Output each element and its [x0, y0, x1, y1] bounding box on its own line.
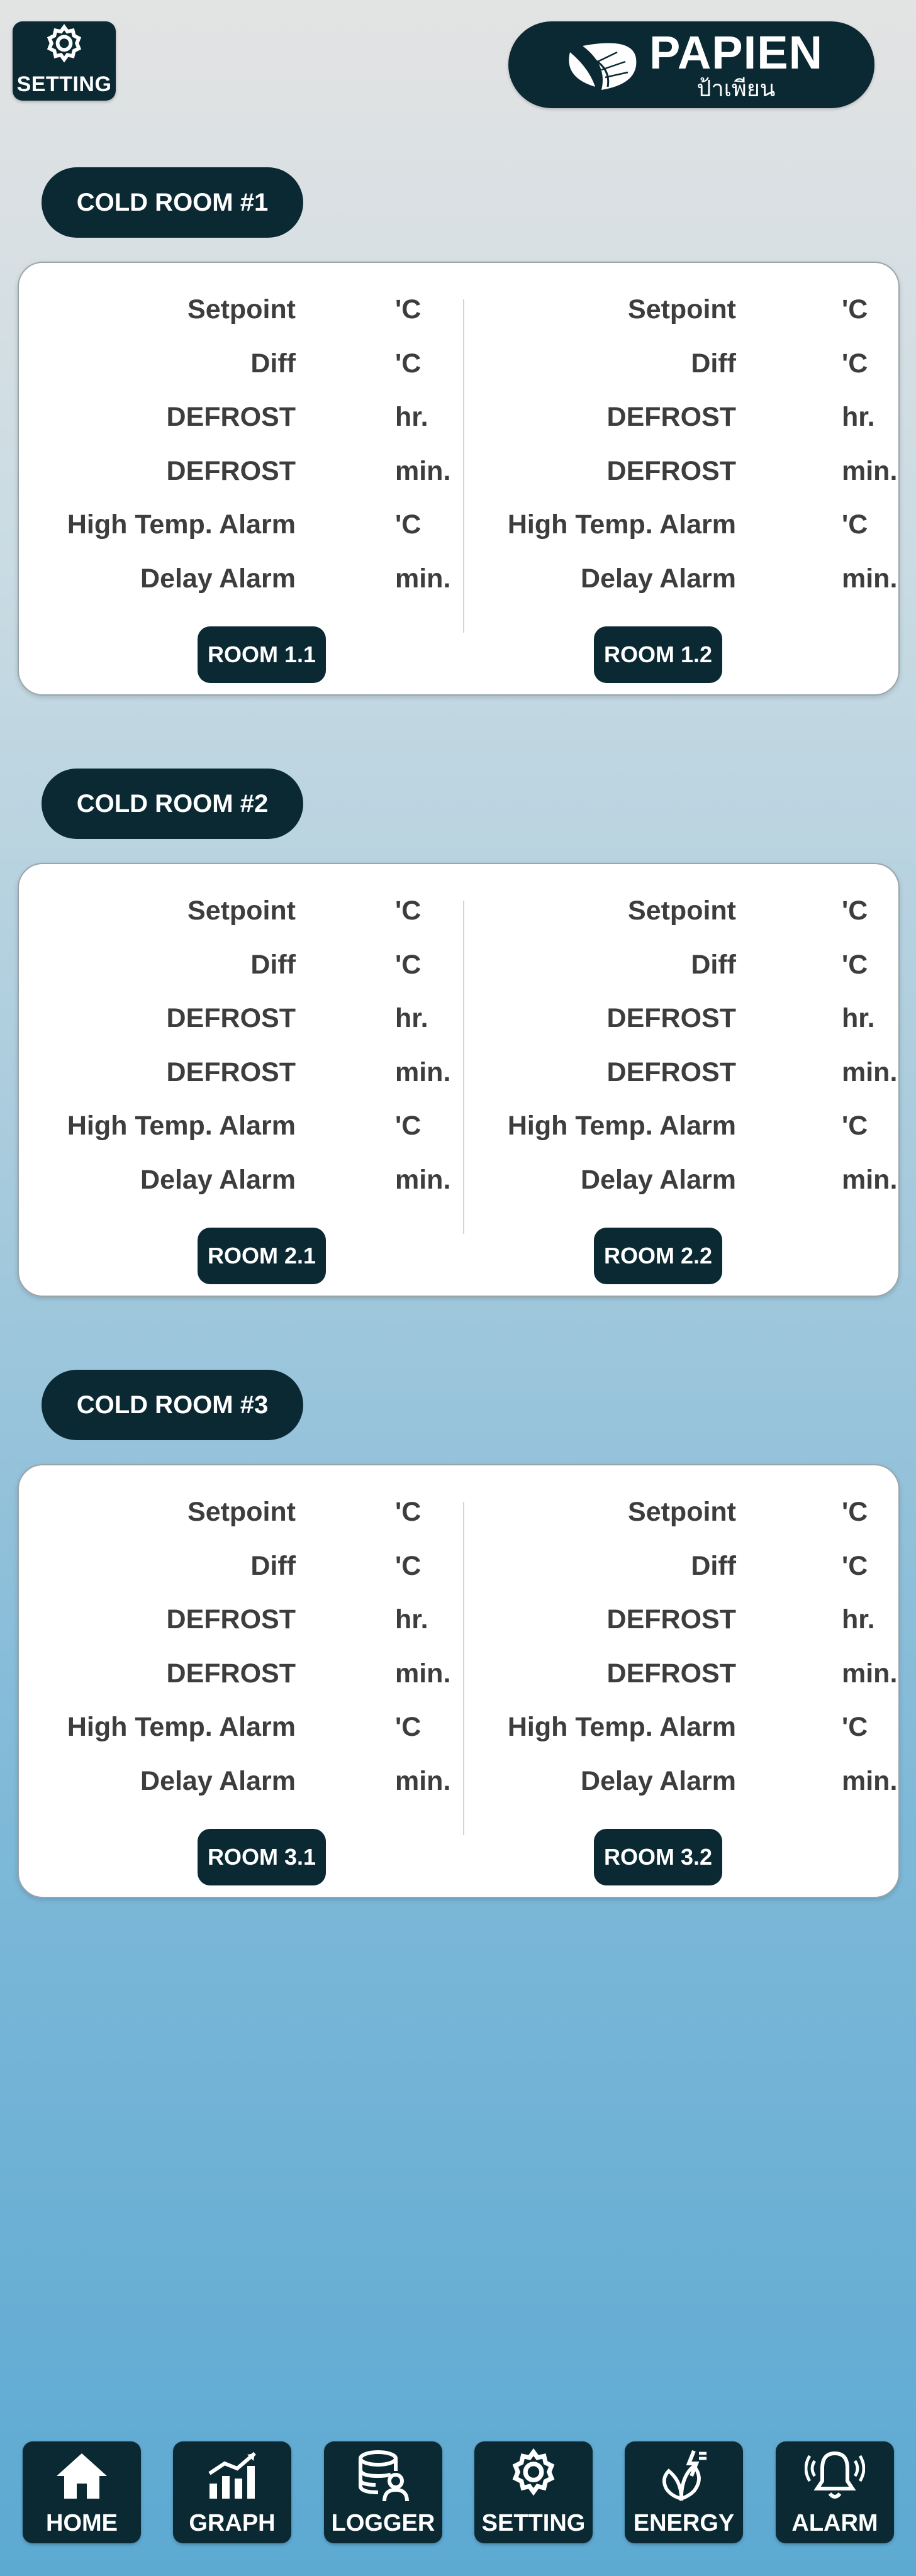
setpoint-row: Setpoint 'C — [187, 896, 422, 926]
energy-icon — [654, 2446, 714, 2506]
room-3-2-button[interactable]: ROOM 3.2 — [594, 1829, 722, 1885]
defrost-hr-row: DEFROST hr. — [606, 1003, 875, 1033]
high-temp-alarm-row: High Temp. Alarm 'C — [507, 509, 868, 540]
defrost-min-row: DEFROST min. — [166, 455, 451, 486]
defrost-min-row: DEFROST min. — [166, 1057, 451, 1087]
delay-alarm-row: Delay Alarm min. — [140, 1164, 451, 1195]
diff-row: Diff 'C — [250, 348, 422, 379]
nav-home-label: HOME — [46, 2510, 118, 2536]
brand-name: PAPIEN — [649, 26, 824, 79]
setpoint-row: Setpoint 'C — [628, 294, 868, 325]
bell-icon — [805, 2446, 865, 2506]
setting-label: SETTING — [16, 72, 112, 96]
gear-icon — [503, 2446, 564, 2506]
room-2-1-settings — [19, 887, 459, 1209]
nav-graph-button[interactable] — [173, 2441, 291, 2543]
defrost-min-row: DEFROST min. — [166, 1658, 451, 1689]
room-2-2-button[interactable]: ROOM 2.2 — [594, 1228, 722, 1284]
high-temp-alarm-row: High Temp. Alarm 'C — [67, 509, 422, 540]
defrost-min-row: DEFROST min. — [606, 1057, 898, 1087]
nav-setting-label: SETTING — [481, 2510, 586, 2536]
cold-room-3-panel — [18, 1464, 900, 1898]
room-2-2-settings — [434, 887, 898, 1209]
nav-alarm-label: ALARM — [791, 2510, 878, 2536]
high-temp-alarm-row: High Temp. Alarm 'C — [507, 1111, 868, 1141]
nav-alarm-button[interactable] — [776, 2441, 894, 2543]
defrost-hr-row: DEFROST hr. — [166, 1604, 428, 1635]
cold-room-2-title: COLD ROOM #2 — [42, 769, 303, 839]
nav-logger-button[interactable] — [324, 2441, 442, 2543]
brand-logo — [508, 21, 874, 108]
high-temp-alarm-row: High Temp. Alarm 'C — [507, 1712, 868, 1742]
high-temp-alarm-row: High Temp. Alarm 'C — [67, 1712, 422, 1742]
logger-icon — [353, 2446, 413, 2506]
defrost-hr-row: DEFROST hr. — [606, 1604, 875, 1635]
delay-alarm-row: Delay Alarm min. — [140, 563, 451, 594]
cold-room-1-panel — [18, 262, 900, 696]
diff-row: Diff 'C — [691, 949, 868, 980]
diff-row: Diff 'C — [250, 949, 422, 980]
delay-alarm-row: Delay Alarm min. — [140, 1765, 451, 1796]
nav-setting-button[interactable] — [474, 2441, 593, 2543]
defrost-min-row: DEFROST min. — [606, 1658, 898, 1689]
defrost-min-row: DEFROST min. — [606, 455, 898, 486]
room-1-2-button[interactable]: ROOM 1.2 — [594, 626, 722, 683]
setpoint-row: Setpoint 'C — [187, 1497, 422, 1527]
leaf-logo-icon — [557, 33, 645, 96]
room-1-1-settings — [19, 286, 459, 608]
setpoint-row: Setpoint 'C — [628, 896, 868, 926]
diff-row: Diff 'C — [691, 1550, 868, 1581]
graph-icon — [202, 2446, 262, 2506]
delay-alarm-row: Delay Alarm min. — [581, 1164, 898, 1195]
delay-alarm-row: Delay Alarm min. — [581, 563, 898, 594]
defrost-hr-row: DEFROST hr. — [606, 402, 875, 432]
home-icon — [52, 2446, 112, 2506]
defrost-hr-row: DEFROST hr. — [166, 1003, 428, 1033]
delay-alarm-row: Delay Alarm min. — [581, 1765, 898, 1796]
cold-room-1-title: COLD ROOM #1 — [42, 167, 303, 238]
gear-icon — [40, 22, 89, 71]
diff-row: Diff 'C — [250, 1550, 422, 1581]
nav-energy-button[interactable] — [625, 2441, 743, 2543]
cold-room-2-panel — [18, 863, 900, 1297]
defrost-hr-row: DEFROST hr. — [166, 402, 428, 432]
nav-graph-label: GRAPH — [189, 2510, 276, 2536]
high-temp-alarm-row: High Temp. Alarm 'C — [67, 1111, 422, 1141]
setting-button[interactable] — [13, 21, 116, 101]
room-3-1-button[interactable]: ROOM 3.1 — [198, 1829, 326, 1885]
room-3-2-settings — [434, 1488, 898, 1811]
setpoint-row: Setpoint 'C — [187, 294, 422, 325]
cold-room-3-title: COLD ROOM #3 — [42, 1370, 303, 1440]
room-3-1-settings — [19, 1488, 459, 1811]
nav-home-button[interactable] — [23, 2441, 141, 2543]
nav-energy-label: ENERGY — [633, 2510, 735, 2536]
brand-subtitle: ป้าเพียน — [696, 75, 776, 101]
room-1-1-button[interactable]: ROOM 1.1 — [198, 626, 326, 683]
setpoint-row: Setpoint 'C — [628, 1497, 868, 1527]
nav-logger-label: LOGGER — [331, 2510, 435, 2536]
room-1-2-settings — [434, 286, 898, 608]
diff-row: Diff 'C — [691, 348, 868, 379]
room-2-1-button[interactable]: ROOM 2.1 — [198, 1228, 326, 1284]
